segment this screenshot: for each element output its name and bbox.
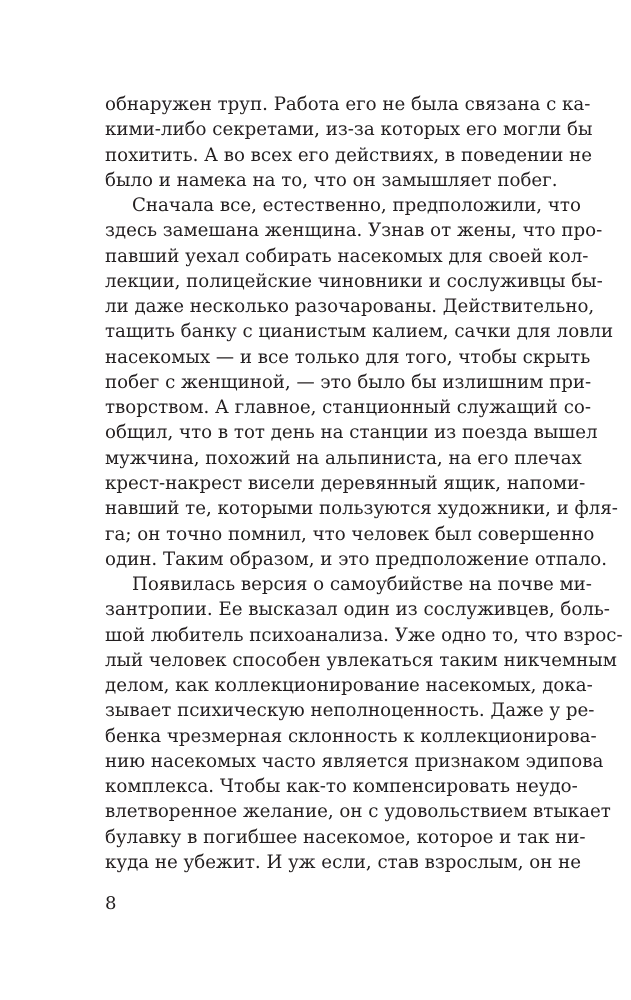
text-line: крест-накрест висели деревянный ящик, напоми- [105, 472, 586, 494]
page-number: 8 [105, 893, 117, 914]
text-line: делом, как коллекционирование насекомых, дока- [105, 675, 593, 697]
text-line: лекции, полицейские чиновники и сослуживцы бы- [105, 270, 603, 292]
text-line: Сначала все, естественно, предположили, что [132, 195, 581, 217]
paragraph [105, 572, 623, 875]
text-line: га; он точно помнил, что человек был совершенно [105, 523, 595, 545]
text-line: творством. А главное, станционный служащий со- [105, 397, 591, 419]
paragraph [105, 193, 618, 572]
text-line: павший уехал собирать насекомых для своей кол- [105, 245, 589, 267]
text-line: кими-либо секретами, из-за которых его могли бы [105, 119, 593, 141]
paragraph [105, 92, 593, 193]
page-body-text [105, 92, 623, 875]
text-line: один. Таким образом, и это предположение отпало. [105, 548, 608, 570]
text-line: булавку в погибшее насекомое, которое и так ни- [105, 826, 586, 848]
text-line: Появилась версия о самоубийстве на почве ми- [132, 574, 592, 596]
text-line: тащить банку с цианистым калием, сачки для ловли [105, 321, 614, 343]
text-line: было и намека на то, что он замышляет побег. [105, 169, 558, 191]
text-line: похитить. А во всех его действиях, в поведении не [105, 144, 593, 166]
text-line: побег с женщиной, — это было бы излишним при- [105, 371, 592, 393]
text-line: мужчина, похожий на альпиниста, на его плечах [105, 447, 582, 469]
text-line: шой любитель психоанализа. Уже одно то, что взрос- [105, 624, 623, 646]
text-line: комплекса. Чтобы как-то компенсировать неудо- [105, 776, 578, 798]
text-line: куда не убежит. И уж если, став взрослым, он не [105, 851, 582, 873]
text-line: бенка чрезмерная склонность к коллекционирова- [105, 725, 597, 747]
text-line: нию насекомых часто является признаком эдипова [105, 750, 604, 772]
text-line: обнаружен труп. Работа его не была связана с ка- [105, 94, 591, 115]
text-line: общил, что в тот день на станции из поезда вышел [105, 422, 598, 444]
text-line: насекомых — и все только для того, чтобы скрыть [105, 346, 591, 368]
text-line: лый человек способен увлекаться таким никчемным [105, 649, 617, 671]
text-line: навший те, которыми пользуются художники, и фля- [105, 498, 618, 520]
text-line: зывает психическую неполноценность. Даже у ре- [105, 700, 595, 722]
text-line: здесь замешана женщина. Узнав от жены, что про- [105, 220, 603, 242]
text-line: влетворенное желание, он с удовольствием втыкает [105, 801, 611, 823]
text-line: зантропии. Ее высказал один из сослуживцев, боль- [105, 599, 610, 621]
text-line: ли даже несколько разочарованы. Действительно, [105, 296, 595, 318]
